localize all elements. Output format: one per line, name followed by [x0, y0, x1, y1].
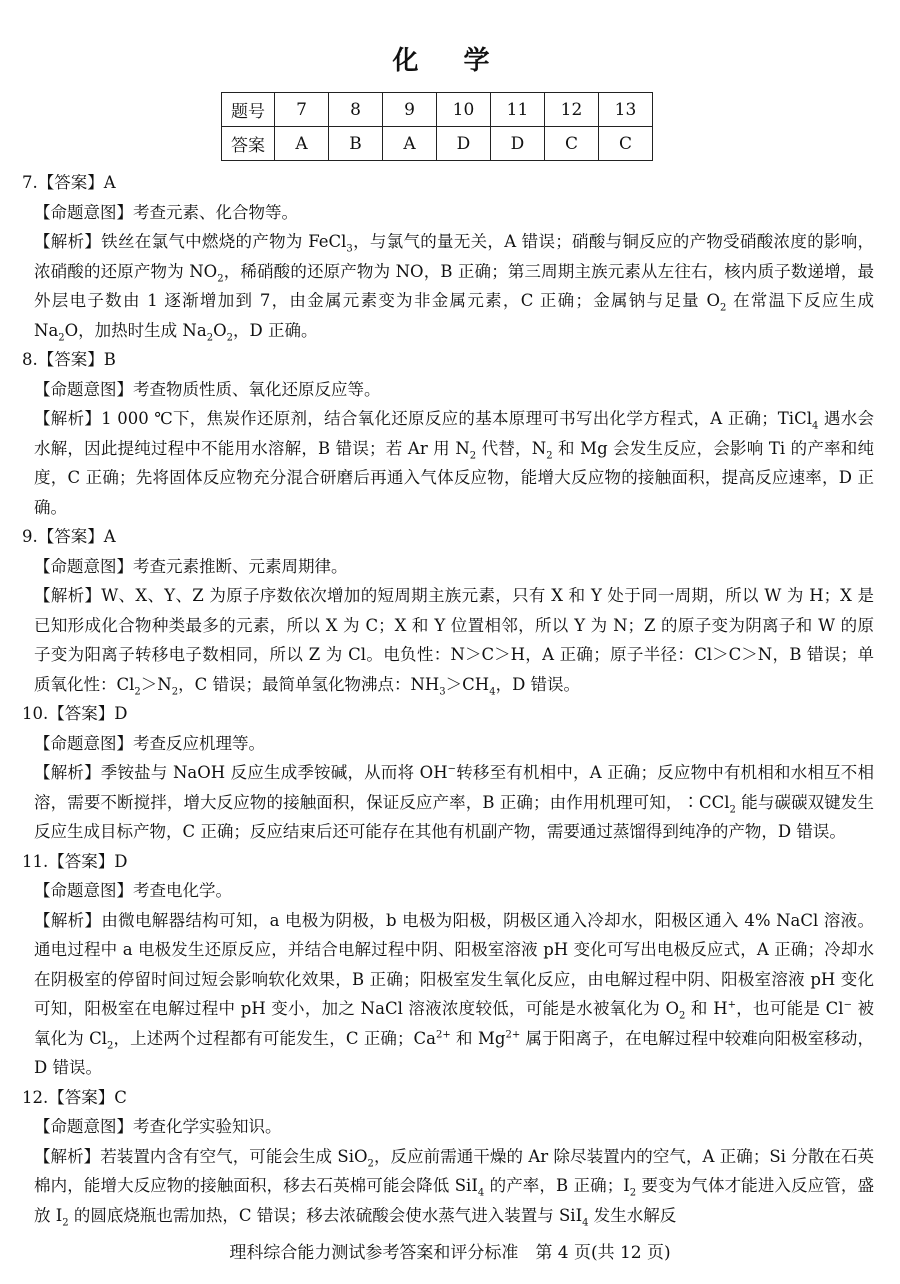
analysis-paragraph: 【解析】季铵盐与 NaOH 反应生成季铵碱，从而将 OH−转移至有机相中，A 正确；反应物中有机相和水相互不相溶，需要不断搅拌，增大反应物的接触面积，保证反应产率，B 正确；由作用机理可知，∶CCl$_2$ 能与碳碳双键发生反应生成目标产物，C 正确；反应结束后还可能存在其他有机副产物，需要通过蒸馏得到纯净的产物，D 错误。 [34, 763, 874, 841]
answer-line: 8.【答案】B [22, 350, 116, 369]
analysis-paragraph: 【解析】W、X、Y、Z 为原子序数依次增加的短周期主族元素，只有 X 和 Y 处于同一周期，所以 W 为 H；X 是已知形成化合物种类最多的元素，所以 X 为 C；X 和 Y 位置相邻，所以 Y 为 N；Z 的原子变为阴离子和 W 的原子变为阳离子转移电子数相同，所以 Z 为 Cl。电负性：N＞C＞H，A 正确；原子半径：Cl＞C＞N，B 错误；单质氧化性：$Cl_2>N_2$，C 错误；最简单氢化物沸点：$NH_3>CH_4$，D 错误。 [34, 586, 874, 697]
page-footer: 理科综合能力测试参考答案和评分标准 第 4 页(共 12 页) [229, 1243, 671, 1263]
answer-cell: C [599, 127, 653, 161]
intent-line: 【命题意图】考查电化学。 [34, 881, 232, 900]
analysis-paragraph: 【解析】铁丝在氯气中燃烧的产物为 FeCl$_3$，与氯气的量无关，A 错误；硝酸与铜反应的产物受硝酸浓度的影响，浓硝酸的还原产物为 $NO_2$，稀硝酸的还原产物为 NO，B 正确；第三周期主族元素从左往右，核内质子数递增，最外层电子数由 1 逐渐增加到 7，由金属元素变为非金属元素，C 正确；金属钠与足量 $O_2$ 在常温下反应生成 $Na_2O$，加热时生成 $Na_2O_2$，D 正确。 [34, 232, 875, 343]
row-label-number: 题号 [222, 93, 275, 127]
question-number: 9 [383, 93, 437, 127]
question-number: 8 [329, 93, 383, 127]
question-block-9 [22, 522, 874, 699]
intent-line: 【命题意图】考查物质性质、氧化还原反应等。 [34, 379, 381, 399]
intent-line: 【命题意图】考查化学实验知识。 [34, 1117, 282, 1136]
answer-line: 9.【答案】A [22, 527, 116, 546]
answer-cell: D [437, 127, 491, 161]
question-block-12 [22, 1083, 874, 1231]
answer-cell: A [275, 127, 329, 161]
intent-line: 【命题意图】考查反应机理等。 [34, 733, 265, 753]
question-block-8 [22, 345, 874, 522]
question-number: 13 [599, 93, 653, 127]
question-block-11 [22, 847, 874, 1083]
intent-line: 【命题意图】考查元素、化合物等。 [34, 202, 298, 222]
answer-line: 11.【答案】D [22, 851, 128, 871]
row-label-answer: 答案 [222, 127, 275, 161]
answer-cell: B [329, 127, 383, 161]
answer-line: 12.【答案】C [22, 1087, 127, 1107]
answer-table-number-row [222, 93, 653, 127]
question-number: 11 [491, 93, 545, 127]
answer-cell: D [491, 127, 545, 161]
analysis-paragraph: 【解析】1 000 ℃下，焦炭作还原剂，结合氧化还原反应的基本原理可书写出化学方程式，A 正确；TiCl$_4$ 遇水会水解，因此提纯过程中不能用水溶解，B 错误；若 Ar 用 $N_2$ 代替，$N_2$ 和 Mg 会发生反应，会影响 Ti 的产率和纯度，C 正确；先将固体反应物充分混合研磨后再通入气体反应物，能增大反应物的接触面积，提高反应速率，D 正确。 [34, 409, 874, 517]
question-number: 12 [545, 93, 599, 127]
analysis-paragraph: 【解析】若装置内含有空气，可能会生成 SiO$_2$，反应前需通干燥的 Ar 除尽装置内的空气，A 正确；Si 分散在石英棉内，能增大反应物的接触面积，移去石英棉可能会降低 SiI$_4$ 的产率，B 正确；$I_2$ 要变为气体才能进入反应管，盛放 $I_2$ 的圆底烧瓶也需加热，C 错误；移去浓硫酸会使水蒸气进入装置与 SiI$_4$ 发生水解反 [34, 1146, 875, 1228]
answer-cell: C [545, 127, 599, 161]
question-number: 10 [437, 93, 491, 127]
answer-table-answer-row [222, 127, 653, 161]
answer-cell: A [383, 127, 437, 161]
answer-table [221, 92, 653, 161]
page-title: 化 学 [392, 46, 508, 76]
analysis-paragraph: 【解析】由微电解器结构可知，a 电极为阴极，b 电极为阳极，阴极区通入冷却水，阳极区通入 4% NaCl 溶液。通电过程中 a 电极发生还原反应，并结合电解过程中阴、阳极室溶液 pH 变化可写出电极反应式，A 正确；冷却水在阴极室的停留时间过短会影响软化效果，B 正确；阳极室发生氧化反应，由电解过程中阴、阳极室溶液 pH 变化可知，阳极室在电解过程中 pH 变小，加之 NaCl 溶液浓度较低，可能是水被氧化为 $O_2$ 和 H+，也可能是 Cl− 被氧化为 $Cl_2$，上述两个过程都有可能发生，C 正确；$Ca^{2+}$ 和 $Mg^{2+}$ 属于阳离子，在电解过程中较难向阳极室移动，D 错误。 [34, 910, 874, 1077]
solutions-content [22, 168, 874, 1230]
question-block-10 [22, 699, 874, 847]
answer-line: 10.【答案】D [22, 704, 128, 723]
answer-line: 7.【答案】A [22, 173, 116, 192]
intent-line: 【命题意图】考查元素推断、元素周期律。 [34, 556, 348, 576]
question-number: 7 [275, 93, 329, 127]
question-block-7 [22, 168, 874, 345]
